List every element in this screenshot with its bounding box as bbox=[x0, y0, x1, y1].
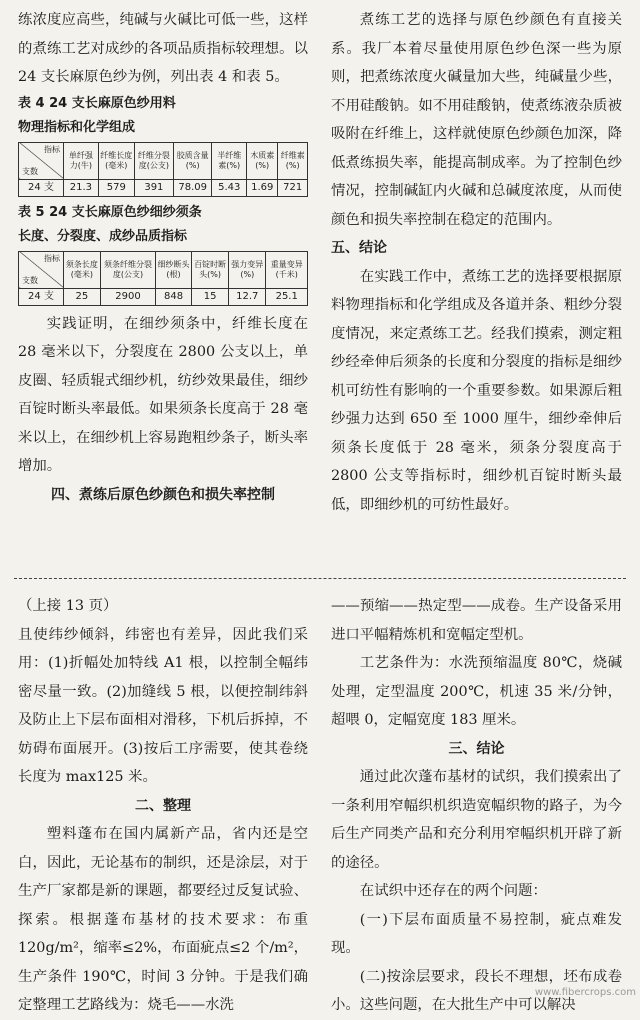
table4-caption: 表 4 24 支长麻原色纱用料 bbox=[18, 95, 176, 111]
continuation-note: （上接 13 页） bbox=[18, 598, 118, 614]
paragraph: ——预缩——热定型——成卷。生产设备采用进口平幅精炼机和宽幅定型机。 bbox=[331, 598, 622, 643]
table-cell: 721 bbox=[278, 179, 308, 196]
corner-label-top: 指标 bbox=[44, 253, 60, 263]
table5 bbox=[18, 251, 308, 306]
bottom-right-column bbox=[331, 592, 622, 1020]
table-row-label: 24 支 bbox=[19, 288, 64, 305]
table-cell: 5.43 bbox=[212, 179, 247, 196]
table-header-cell: 纤维长度(毫米) bbox=[98, 142, 134, 179]
table-cell: 391 bbox=[134, 179, 173, 196]
table-header-cell: 胶质含量(%) bbox=[173, 142, 211, 179]
table5-caption-line2: 长度、分裂度、成纱品质指标 bbox=[18, 228, 188, 244]
table-header-cell: 纤维素(%) bbox=[278, 142, 308, 179]
paragraph: 在实践工作中，煮练工艺的选择要根据原料物理指标和化学组成及各道并条、粗纱分裂度情况，来定煮练工艺。经我们摸索，测定粗纱经牵伸后须条的长度和分裂度的指标是细纱机可纺性有影响的一个重要参数。如果源后粗纱强力达到 650 至 1000 厘牛，细纱牵伸后须条长度低于 28 毫米，须条分裂度高于 2800 公支等指标时，细纱机百锭时断头最低，即细纱机的可纺性最好。 bbox=[331, 268, 622, 513]
table-header-cell: 强力变异(%) bbox=[229, 251, 266, 288]
bottom-left-column bbox=[18, 592, 308, 1020]
paragraph: 通过此次蓬布基材的试织，我们摸索出了一条利用窄幅织机织造宽幅织物的路子，为今后生产同类产品和充分利用窄幅织机开辟了新的途径。 bbox=[331, 769, 622, 871]
table-cell: 579 bbox=[98, 179, 134, 196]
table-header-cell: 纤维分裂度(公支) bbox=[134, 142, 173, 179]
section-heading-2: 二、整理 bbox=[135, 797, 191, 814]
table4 bbox=[18, 142, 308, 197]
table-header-cell: 须条长度(毫米) bbox=[64, 251, 101, 288]
table-header-row bbox=[19, 142, 308, 179]
table-row bbox=[19, 179, 308, 196]
paragraph: (二)按涂层要求，段长不理想，坯布成卷小。这些问题，在大批生产中可以解决 bbox=[331, 968, 622, 1013]
table-header-cell: 须条纤维分裂度(公支) bbox=[100, 251, 155, 288]
table-cell: 12.7 bbox=[229, 288, 266, 305]
corner-label-bottom: 支数 bbox=[22, 166, 38, 176]
table-corner-cell bbox=[19, 251, 64, 288]
top-left-column bbox=[18, 6, 308, 509]
table-header-cell: 半纤维素(%) bbox=[212, 142, 247, 179]
section-heading-5: 五、结论 bbox=[331, 240, 387, 256]
table-cell: 21.3 bbox=[64, 179, 99, 196]
paragraph: 在试织中还存在的两个问题： bbox=[359, 883, 547, 899]
paragraph: 煮练工艺的选择与原色纱颜色有直接关系。我厂本着尽量使用原色纱色深一些为原则，把煮练浓度火碱量加大些，纯碱量少些，不用硅酸钠。如不用硅酸钠，使煮练液杂质被吸附在纤维上，这样就使原色纱颜色加深，降低煮练损失率，能提高制成率。为了控制色纱情况，控制碱缸内火碱和总碱度浓度，从而使颜色和损失率控制在稳定的范围内。 bbox=[331, 12, 622, 228]
table-cell: 25.1 bbox=[266, 288, 308, 305]
table4-caption-line2: 物理指标和化学组成 bbox=[18, 119, 136, 135]
table-cell: 15 bbox=[192, 288, 229, 305]
paragraph: 工艺条件为：水洗预缩温度 80℃，烧碱处理，定型温度 200℃，机速 35 米/分钟，超喂 0，定幅宽度 183 厘米。 bbox=[331, 655, 622, 728]
section-heading-3: 三、结论 bbox=[448, 740, 505, 757]
table-row-label: 24 支 bbox=[19, 179, 64, 196]
paragraph: 练浓度应高些，纯碱与火碱比可低一些，这样的煮练工艺对成纱的各项品质指标较理想。以 24 支长麻原色纱为例，列出表 4 和表 5。 bbox=[18, 12, 308, 85]
table-header-cell: 木质素(%) bbox=[247, 142, 278, 179]
paragraph: 实践证明，在细纱须条中，纤维长度在 28 毫米以下，分裂度在 2800 公支以上，单皮圈、轻质辊式细纱机，纺纱效果最佳，细纱百锭时断头率最低。如果须条长度高于 28 毫米以上，在细纱机上容易跑粗纱条子，断头率增加。 bbox=[18, 315, 308, 474]
paragraph: (一)下层布面质量不易控制，疵点难发现。 bbox=[331, 911, 622, 956]
watermark: www.fibercrops.com bbox=[534, 987, 636, 998]
top-right-column bbox=[331, 6, 622, 519]
table-cell: 2900 bbox=[100, 288, 155, 305]
table5-caption: 表 5 24 支长麻原色纱细纱须条 bbox=[18, 204, 202, 220]
table-row bbox=[19, 288, 308, 305]
table-cell: 848 bbox=[156, 288, 192, 305]
table-header-cell: 单纤强力(牛) bbox=[64, 142, 99, 179]
corner-label-top: 指标 bbox=[44, 144, 60, 154]
table-corner-cell bbox=[19, 142, 64, 179]
table-cell: 1.69 bbox=[247, 179, 278, 196]
table-cell: 78.09 bbox=[173, 179, 211, 196]
paragraph: 塑料蓬布在国内属新产品，省内还是空白，因此，无论基布的制织，还是涂层，对于生产厂家都是新的课题，都要经过反复试验、探索。根据蓬布基材的技术要求：布重 120g/m²，缩率≤2%，布面疵点≤2 个/m²，生产条件 190℃，时间 3 分钟。于是我们确定整理工艺路线为：烧毛——水洗 bbox=[18, 826, 308, 1013]
table-header-cell: 百锭时断头(%) bbox=[192, 251, 229, 288]
table-cell: 25 bbox=[64, 288, 101, 305]
paragraph: 且使纬纱倾斜，纬密也有差异，因此我们采用：(1)折幅处加特线 A1 根，以控制全幅纬密尽量一致。(2)加缝线 5 根，以便控制纬斜及防止上下层布面相对滑移，下机后拆掉，不妨碍布面展开。(3)按后工序需要，使其卷绕长度为 max125 米。 bbox=[18, 626, 308, 785]
table-header-cell: 重量变异(千米) bbox=[266, 251, 308, 288]
section-heading-4: 四、煮练后原色纱颜色和损失率控制 bbox=[51, 486, 275, 503]
table-header-row bbox=[19, 251, 308, 288]
article-divider bbox=[14, 578, 626, 579]
corner-label-bottom: 支数 bbox=[22, 275, 38, 285]
table-header-cell: 细纱断头(根) bbox=[156, 251, 192, 288]
